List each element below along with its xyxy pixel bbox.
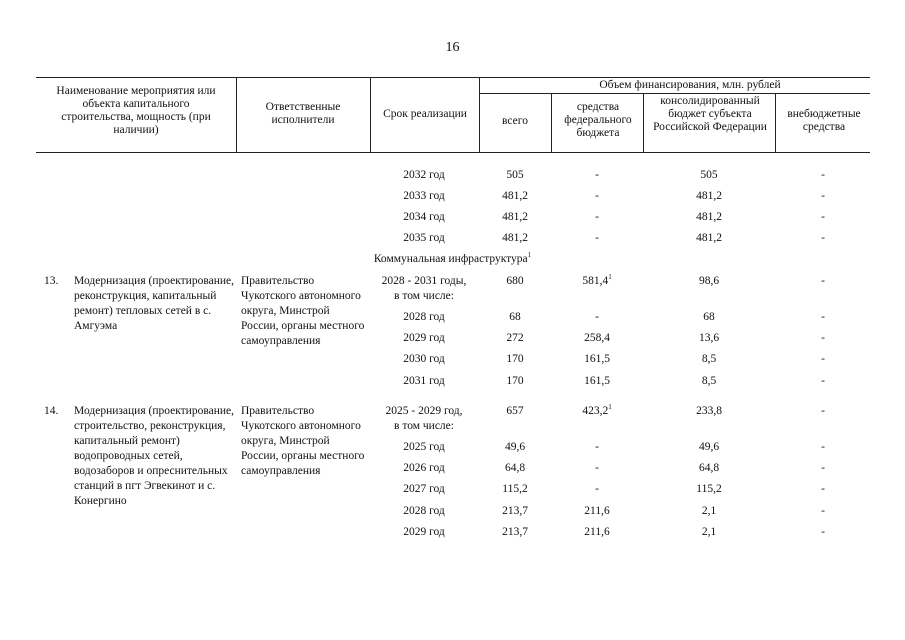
item-number: 14. — [44, 405, 59, 417]
consolidated-cell: 8,5 — [701, 353, 717, 365]
extra-cell: - — [821, 190, 825, 202]
summary-total: 680 — [506, 275, 524, 287]
consolidated-cell: 49,6 — [698, 441, 720, 453]
summary-extra: - — [821, 275, 825, 287]
section-footnote-mark: 1 — [527, 251, 532, 259]
federal-cell: - — [595, 483, 599, 495]
federal-cell: - — [595, 462, 599, 474]
consolidated-cell: 115,2 — [696, 483, 722, 495]
item-executors: Правительство Чукотского автономного округа, Минстрой России, органы местного самоуправления — [241, 275, 365, 347]
consolidated-cell: 2,1 — [701, 526, 717, 538]
summary-period-line1: 2025 - 2029 год, — [385, 405, 463, 417]
header-bottom-rule — [36, 152, 870, 153]
extra-cell: - — [821, 232, 825, 244]
item-executors: Правительство Чукотского автономного округа, Минстрой России, органы местного самоуправления — [241, 405, 365, 477]
extra-cell: - — [821, 169, 825, 181]
total-cell: 64,8 — [504, 462, 526, 474]
federal-cell: - — [595, 441, 599, 453]
summary-period-line1: 2028 - 2031 годы, — [381, 275, 467, 287]
period-cell: 2029 год — [403, 332, 445, 344]
period-cell: 2030 год — [403, 353, 445, 365]
summary-federal-value: 581,4 — [582, 275, 609, 287]
header-total: всего — [502, 115, 528, 127]
summary-period-line2: в том числе: — [394, 290, 454, 302]
extra-cell: - — [821, 375, 825, 387]
consolidated-cell: 481,2 — [696, 211, 722, 223]
consolidated-cell: 8,5 — [701, 375, 717, 387]
period-cell: 2026 год — [403, 462, 445, 474]
extra-cell: - — [821, 526, 825, 538]
section-title-text: Коммунальная инфраструктура — [373, 253, 528, 265]
total-cell: 213,7 — [502, 505, 528, 517]
extra-cell: - — [821, 353, 825, 365]
extra-cell: - — [821, 441, 825, 453]
federal-cell: 211,6 — [584, 526, 610, 538]
total-cell: 170 — [506, 353, 524, 365]
section-title — [300, 252, 605, 267]
header-consolidated: консолидированный бюджет субъекта Российской Федерации — [653, 95, 767, 133]
total-cell: 505 — [506, 169, 524, 181]
header-federal: средства федерального бюджета — [564, 101, 632, 139]
period-cell: 2034 год — [403, 211, 445, 223]
period-cell: 2027 год — [403, 483, 445, 495]
header-divider — [643, 93, 644, 153]
header-divider — [370, 77, 371, 153]
summary-federal-value: 423,2 — [582, 405, 609, 417]
consolidated-cell: 2,1 — [701, 505, 717, 517]
period-cell: 2028 год — [403, 505, 445, 517]
total-cell: 272 — [506, 332, 524, 344]
federal-cell: 211,6 — [584, 505, 610, 517]
header-divider — [236, 77, 237, 153]
summary-consolidated: 98,6 — [698, 275, 720, 287]
extra-cell: - — [821, 211, 825, 223]
total-cell: 170 — [506, 375, 524, 387]
period-cell: 2029 год — [403, 526, 445, 538]
page-number: 16 — [445, 40, 460, 55]
extra-cell: - — [821, 311, 825, 323]
item-number: 13. — [44, 275, 59, 287]
consolidated-cell: 481,2 — [696, 232, 722, 244]
summary-consolidated: 233,8 — [696, 405, 722, 417]
total-cell: 68 — [509, 311, 521, 323]
federal-cell: 161,5 — [584, 353, 610, 365]
federal-cell: - — [595, 211, 599, 223]
header-extrabudget: внебюджетные средства — [787, 108, 861, 133]
extra-cell: - — [821, 332, 825, 344]
consolidated-cell: 481,2 — [696, 190, 722, 202]
total-cell: 481,2 — [502, 190, 528, 202]
header-period: Срок реализации — [383, 108, 467, 120]
header-executors: Ответственные исполнители — [265, 101, 341, 126]
summary-federal — [552, 404, 642, 419]
consolidated-cell: 13,6 — [698, 332, 720, 344]
table-top-rule — [36, 77, 870, 78]
summary-federal — [552, 274, 642, 289]
extra-cell: - — [821, 462, 825, 474]
summary-total: 657 — [506, 405, 524, 417]
summary-period-line2: в том числе: — [394, 420, 454, 432]
header-divider — [479, 77, 480, 153]
consolidated-cell: 68 — [703, 311, 715, 323]
total-cell: 481,2 — [502, 211, 528, 223]
federal-cell: - — [595, 311, 599, 323]
item-name: Модернизация (проектирование, реконструкция, капитальный ремонт) тепловых сетей в с. Амгуэма — [74, 275, 235, 332]
header-funding-group: Объем финансирования, млн. рублей — [599, 79, 781, 91]
funding-subheader-rule — [479, 93, 870, 94]
federal-cell: - — [595, 190, 599, 202]
consolidated-cell: 64,8 — [698, 462, 720, 474]
total-cell: 213,7 — [502, 526, 528, 538]
federal-cell: - — [595, 232, 599, 244]
item-name: Модернизация (проектирование, строительство, реконструкция, капитальный ремонт) водопроводных сетей, водозаборов и опреснительных станций в пгт Эгвекинот и с. Конергино — [74, 405, 235, 507]
federal-cell: 258,4 — [584, 332, 610, 344]
period-cell: 2035 год — [403, 232, 445, 244]
header-name: Наименование мероприятия или объекта капитального строительства, мощность (при наличии) — [56, 85, 216, 136]
summary-extra: - — [821, 405, 825, 417]
federal-cell: - — [595, 169, 599, 181]
total-cell: 115,2 — [502, 483, 528, 495]
period-cell: 2033 год — [403, 190, 445, 202]
total-cell: 49,6 — [504, 441, 526, 453]
extra-cell: - — [821, 483, 825, 495]
header-divider — [551, 93, 552, 153]
period-cell: 2028 год — [403, 311, 445, 323]
period-cell: 2031 год — [403, 375, 445, 387]
federal-footnote-mark: 1 — [608, 273, 612, 281]
period-cell: 2032 год — [403, 169, 445, 181]
federal-footnote-mark: 1 — [608, 403, 612, 411]
extra-cell: - — [821, 505, 825, 517]
federal-cell: 161,5 — [584, 375, 610, 387]
consolidated-cell: 505 — [700, 169, 718, 181]
total-cell: 481,2 — [502, 232, 528, 244]
header-divider — [775, 93, 776, 153]
period-cell: 2025 год — [403, 441, 445, 453]
